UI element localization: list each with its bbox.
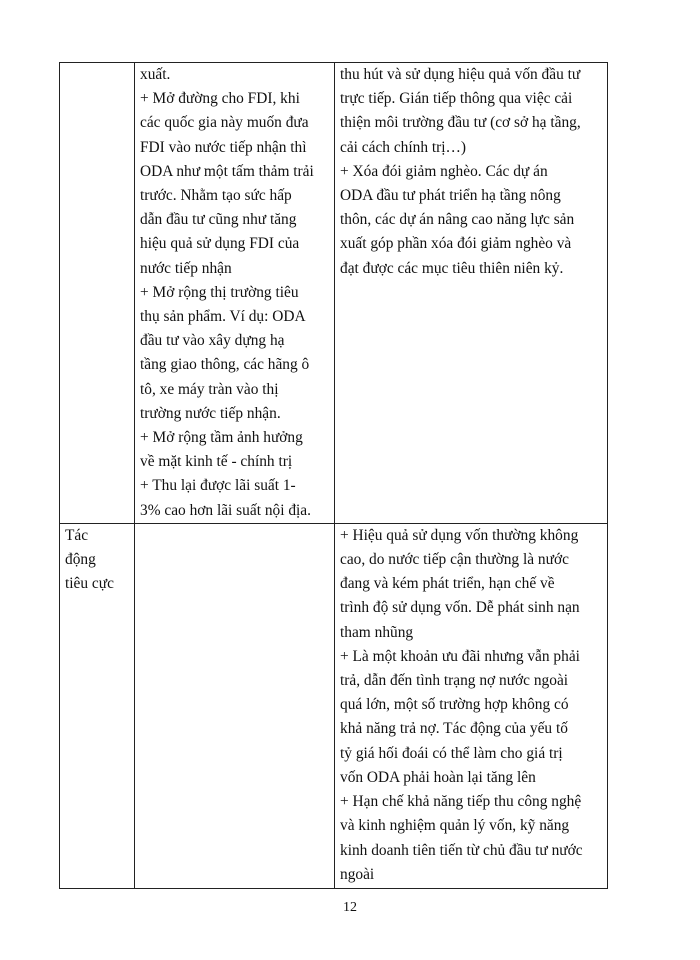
text-line: quá lớn, một số trường hợp không có (340, 696, 569, 714)
table-row (60, 523, 608, 888)
row-label-cell (60, 523, 135, 888)
text-line: dẫn đầu tư cũng như tăng (140, 211, 297, 229)
text-line: nước tiếp nhận (140, 259, 232, 277)
right-content-cell (335, 523, 608, 888)
text-line: + Hiệu quả sử dụng vốn thường không (340, 526, 579, 544)
row-label-cell (60, 63, 135, 524)
text-line: đạt được các mục tiêu thiên niên kỷ. (340, 259, 564, 277)
right-content-cell (335, 63, 608, 524)
text-line: trả, dẫn đến tình trạng nợ nước ngoài (340, 672, 569, 690)
row-label-line: tiêu cực (65, 575, 114, 593)
table-row (60, 63, 608, 524)
text-line: trực tiếp. Gián tiếp thông qua việc cải (340, 90, 573, 108)
row-label-line: Tác (65, 526, 89, 544)
text-line: + Mở rộng tầm ảnh hưởng (140, 429, 303, 447)
text-line: ODA đầu tư phát triển hạ tầng nông (340, 187, 561, 205)
text-line: đang và kém phát triển, hạn chế về (340, 575, 555, 593)
text-line: về mặt kinh tế - chính trị (140, 453, 293, 471)
text-line: xuất. (140, 66, 171, 83)
text-line: thiện môi trường đầu tư (cơ sở hạ tầng, (340, 114, 581, 132)
text-line: + Hạn chế khả năng tiếp thu công nghệ (340, 793, 582, 811)
text-line: + Là một khoản ưu đãi nhưng vẫn phải (340, 647, 580, 665)
text-line: tham nhũng (340, 623, 414, 641)
text-line: thụ sản phẩm. Ví dụ: ODA (140, 308, 306, 326)
text-line: tô, xe máy tràn vào thị (140, 380, 279, 398)
text-line: trường nước tiếp nhận. (140, 404, 281, 422)
text-line: trình độ sử dụng vốn. Dễ phát sinh nạn (340, 599, 580, 617)
text-line: cao, do nước tiếp cận thường là nước (340, 551, 569, 569)
text-line: thôn, các dự án nâng cao năng lực sản (340, 211, 575, 229)
text-line: + Mở rộng thị trường tiêu (140, 283, 299, 301)
text-line: khả năng trả nợ. Tác động của yếu tố (340, 720, 568, 738)
text-line: tầng giao thông, các hãng ô (140, 356, 310, 374)
left-content-cell (135, 523, 335, 888)
text-line: FDI vào nước tiếp nhận thì (140, 138, 307, 156)
content-table (59, 62, 608, 889)
text-line: + Mở đường cho FDI, khi (140, 90, 300, 108)
text-line: thu hút và sử dụng hiệu quả vốn đầu tư (340, 66, 581, 83)
text-line: trước. Nhằm tạo sức hấp (140, 187, 292, 205)
text-line: ODA như một tấm thảm trải (140, 162, 314, 180)
left-content-cell (135, 63, 335, 524)
text-line: ngoài (340, 865, 375, 883)
text-line: + Thu lại được lãi suất 1- (140, 477, 296, 495)
text-line: tỷ giá hối đoái có thể làm cho giá trị (340, 744, 563, 762)
text-line: các quốc gia này muốn đưa (140, 114, 309, 132)
text-line: cải cách chính trị…) (340, 138, 467, 156)
text-line: hiệu quả sử dụng FDI của (140, 235, 300, 253)
row-label-line: động (65, 551, 96, 569)
text-line: xuất góp phần xóa đói giảm nghèo và (340, 235, 572, 253)
text-line: đầu tư vào xây dựng hạ (140, 332, 285, 350)
text-line: kinh doanh tiên tiến từ chủ đầu tư nước (340, 841, 583, 859)
text-line: 3% cao hơn lãi suất nội địa. (140, 501, 311, 519)
text-line: và kinh nghiệm quản lý vốn, kỹ năng (340, 817, 570, 835)
text-line: vốn ODA phải hoàn lại tăng lên (340, 768, 536, 786)
page-number: 12 (343, 900, 357, 915)
text-line: + Xóa đói giảm nghèo. Các dự án (340, 162, 548, 180)
